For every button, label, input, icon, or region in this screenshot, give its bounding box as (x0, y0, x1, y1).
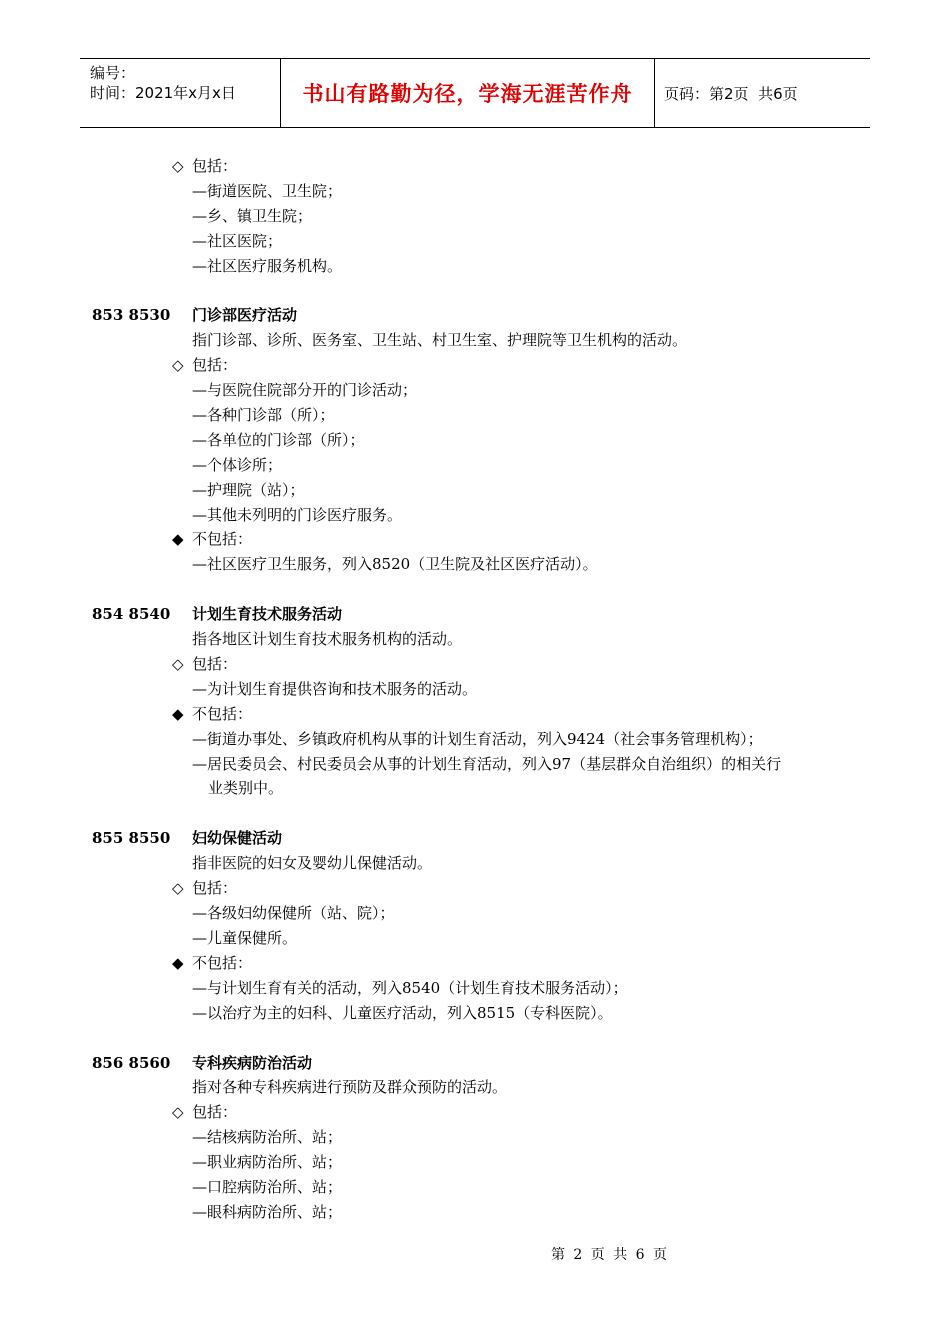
section-title: 专科疾病防治活动 (192, 1053, 313, 1072)
list-item: —口腔病防治所、站； (192, 1177, 343, 1196)
section-code: 854 8540 (92, 605, 171, 624)
list-item: —街道办事处、乡镇政府机构从事的计划生育活动，列入9424（社会事务管理机构）； (192, 729, 763, 748)
header-page-info (655, 59, 870, 127)
section-854 (0, 602, 950, 627)
header-motto: 书山有路勤为径，学海无涯苦作舟 (281, 59, 655, 127)
hollow-diamond-icon: ◇ (172, 356, 184, 375)
section-title: 门诊部医疗活动 (192, 306, 298, 325)
include-heading: ◇ 包括： (0, 652, 950, 677)
list-item: —与计划生育有关的活动，列入8540（计划生育技术服务活动）； (192, 978, 628, 997)
section-code: 855 8550 (92, 829, 171, 848)
filled-diamond-icon: ◆ (172, 704, 184, 723)
list-item: —各级妇幼保健所（站、院）； (192, 904, 395, 923)
include-heading: ◇ 包括： (0, 876, 950, 901)
page-footer: 第 2 页 共 6 页 (550, 1247, 670, 1263)
list-item: —街道医院、卫生院； (192, 181, 343, 200)
list-item: —眼科病防治所、站； (192, 1202, 343, 1221)
section-853 (0, 303, 950, 328)
exclude-heading: ◆ 不包括： (0, 951, 950, 976)
page-label: 页码：第2页 共6页 (664, 84, 798, 103)
include-heading: ◇ 包括： (0, 154, 950, 179)
time-label: 时间：2021年x月x日 (90, 84, 236, 102)
list-item: —各单位的门诊部（所）； (192, 430, 365, 449)
hollow-diamond-icon: ◇ (172, 1103, 184, 1122)
section-title: 计划生育技术服务活动 (192, 605, 343, 624)
section-desc: 指门诊部、诊所、医务室、卫生站、村卫生室、护理院等卫生机构的活动。 (192, 331, 688, 350)
document-body (0, 154, 950, 1225)
list-item: —乡、镇卫生院； (192, 206, 313, 225)
section-856 (0, 1051, 950, 1076)
list-item: —与医院住院部分开的门诊活动； (192, 381, 418, 400)
section-title: 妇幼保健活动 (192, 829, 283, 848)
filled-diamond-icon: ◆ (172, 530, 184, 549)
list-item: —为计划生育提供咨询和技术服务的活动。 (192, 679, 478, 698)
list-item: —社区医疗卫生服务，列入8520（卫生院及社区医疗活动）。 (192, 555, 598, 574)
hollow-diamond-icon: ◇ (172, 157, 184, 175)
list-item: —个体诊所； (192, 455, 283, 474)
list-item: —结核病防治所、站； (192, 1128, 343, 1147)
list-item: —各种门诊部（所）； (192, 406, 335, 425)
list-item: —以治疗为主的妇科、儿童医疗活动，列入8515（专科医院）。 (192, 1003, 613, 1022)
list-item: —社区医院； (192, 231, 283, 250)
list-item: —儿童保健所。 (192, 928, 298, 947)
section-desc: 指各地区计划生育技术服务机构的活动。 (192, 630, 463, 649)
include-heading: ◇ 包括： (0, 353, 950, 378)
section-855 (0, 826, 950, 851)
include-heading: ◇ 包括： (0, 1100, 950, 1125)
section-code: 856 8560 (92, 1053, 171, 1072)
exclude-heading: ◆ 不包括： (0, 527, 950, 552)
exclude-heading: ◆ 不包括： (0, 702, 950, 727)
list-item: —职业病防治所、站； (192, 1153, 343, 1172)
section-desc: 指非医院的妇女及婴幼儿保健活动。 (192, 854, 433, 873)
list-item: —社区医疗服务机构。 (192, 256, 343, 275)
list-item: —其他未列明的门诊医疗服务。 (192, 505, 403, 524)
list-item: —居民委员会、村民委员会从事的计划生育活动，列入97（基层群众自治组织）的相关行 (192, 754, 782, 773)
list-item-continuation: 业类别中。 (208, 779, 284, 798)
filled-diamond-icon: ◆ (172, 953, 184, 972)
hollow-diamond-icon: ◇ (172, 655, 184, 674)
hollow-diamond-icon: ◇ (172, 879, 184, 898)
header-meta (80, 59, 281, 127)
section-code: 853 8530 (92, 306, 171, 325)
list-item: —护理院（站）； (192, 480, 305, 499)
number-label: 编号： (90, 64, 136, 82)
page-header (80, 58, 870, 128)
section-desc: 指对各种专科疾病进行预防及群众预防的活动。 (192, 1078, 508, 1097)
